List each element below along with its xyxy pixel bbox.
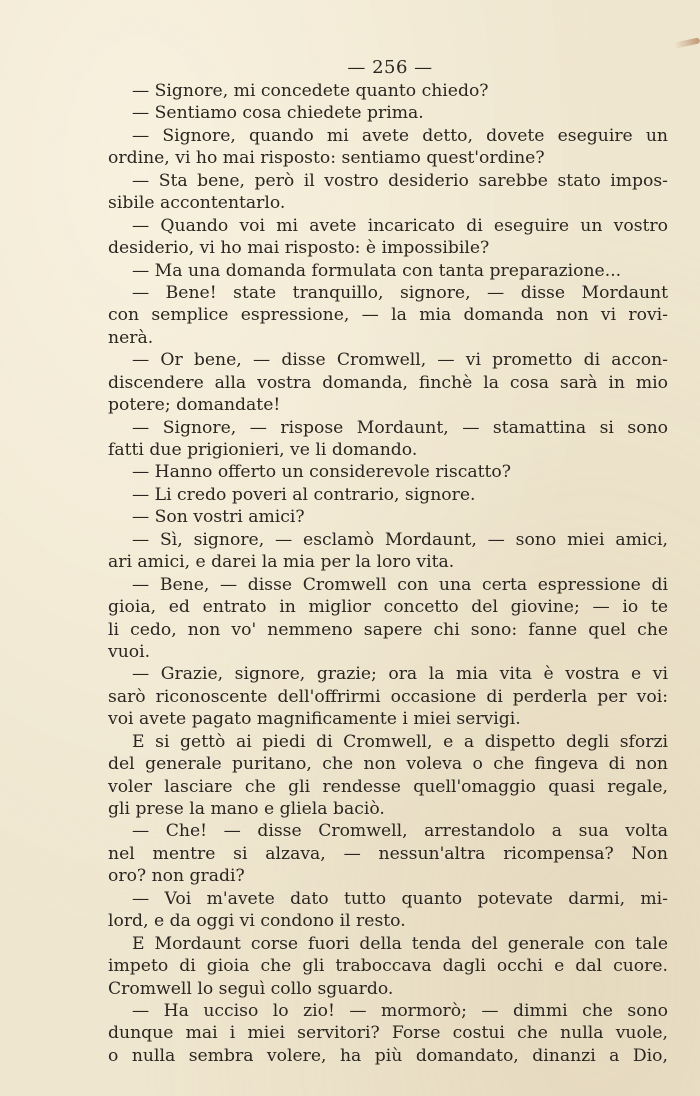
text-line: nel mentre si alzava, — nessun'altra ricompensa? Non <box>108 843 668 864</box>
text-line: — Sta bene, però il vostro desiderio sarebbe stato impos- <box>132 170 668 191</box>
body-text <box>108 80 668 1067</box>
text-line: — Voi m'avete dato tutto quanto potevate darmi, mi- <box>132 888 668 909</box>
text-line: gioia, ed entrato in miglior concetto del giovine; — io te <box>108 597 668 618</box>
text-line: dunque mai i miei servitori? Forse costui che nulla vuole, <box>108 1023 668 1044</box>
text-line: oro? non gradi? <box>108 866 245 887</box>
page-corner-stain <box>674 37 700 48</box>
text-line: vuoi. <box>108 641 151 662</box>
text-line: — Hanno offerto un considerevole riscatto? <box>132 462 511 483</box>
text-line: voler lasciare che gli rendesse quell'omaggio quasi regale, <box>108 776 668 797</box>
text-line: — Sì, signore, — esclamò Mordaunt, — sono miei amici, <box>132 529 668 550</box>
text-line: fatti due prigionieri, ve li domando. <box>108 440 418 460</box>
text-line: — Signore, mi concedete quanto chiedo? <box>132 81 489 101</box>
text-line: del generale puritano, che non voleva o che fingeva di non <box>108 754 668 775</box>
text-line: sarò riconoscente dell'offrirmi occasione di perderla per voi: <box>108 686 668 707</box>
text-line: voi avete pagato magnificamente i miei servigi. <box>108 709 521 730</box>
text-line: — Quando voi mi avete incaricato di eseguire un vostro <box>132 215 668 236</box>
text-line: discendere alla vostra domanda, finchè la cosa sarà in mio <box>108 372 668 393</box>
text-line: nerà. <box>108 327 154 348</box>
text-line: — Bene, — disse Cromwell con una certa espressione di <box>132 574 668 595</box>
text-line: ordine, vi ho mai risposto: sentiamo quest'ordine? <box>108 148 545 169</box>
text-line: — Signore, — rispose Mordaunt, — stamattina si sono <box>132 417 668 438</box>
page-number: — 256 — <box>347 57 433 78</box>
text-line: impeto di gioia che gli traboccava dagli occhi e dal cuore. <box>108 956 668 977</box>
text-line: — Bene! state tranquillo, signore, — disse Mordaunt <box>132 282 668 303</box>
text-line: — Son vostri amici? <box>132 507 305 528</box>
text-line: — Che! — disse Cromwell, arrestandolo a sua volta <box>132 821 668 842</box>
text-line: E si gettò ai piedi di Cromwell, e a dispetto degli sforzi <box>132 731 668 752</box>
text-line: Cromwell lo seguì collo sguardo. <box>108 978 394 999</box>
text-line: desiderio, vi ho mai risposto: è impossibile? <box>108 238 490 259</box>
text-line: o nulla sembra volere, ha più domandato, dinanzi a Dio, <box>108 1045 668 1066</box>
text-line: con semplice espressione, — la mia domanda non vi rovi- <box>108 305 668 326</box>
text-line: — Or bene, — disse Cromwell, — vi prometto di accon- <box>132 350 668 371</box>
text-line: sibile accontentarlo. <box>108 193 286 214</box>
text-line: potere; domandate! <box>108 395 281 416</box>
text-line: lord, e da oggi vi condono il resto. <box>108 911 406 932</box>
text-line: E Mordaunt corse fuori della tenda del generale con tale <box>132 933 668 954</box>
text-line: gli prese la mano e gliela baciò. <box>108 799 385 819</box>
text-line: — Ma una domanda formulata con tanta preparazione... <box>132 260 622 281</box>
text-line: — Li credo poveri al contrario, signore. <box>132 484 476 505</box>
text-line: — Grazie, signore, grazie; ora la mia vita è vostra e vi <box>132 664 668 685</box>
text-line: — Sentiamo cosa chiedete prima. <box>132 103 424 124</box>
text-line: ari amici, e darei la mia per la loro vita. <box>108 552 455 573</box>
text-line: — Signore, quando mi avete detto, dovete eseguire un <box>132 125 668 146</box>
text-line: li cedo, non vo' nemmeno sapere chi sono: fanne quel che <box>108 619 668 640</box>
text-line: — Ha ucciso lo zio! — mormorò; — dimmi che sono <box>132 1000 668 1021</box>
